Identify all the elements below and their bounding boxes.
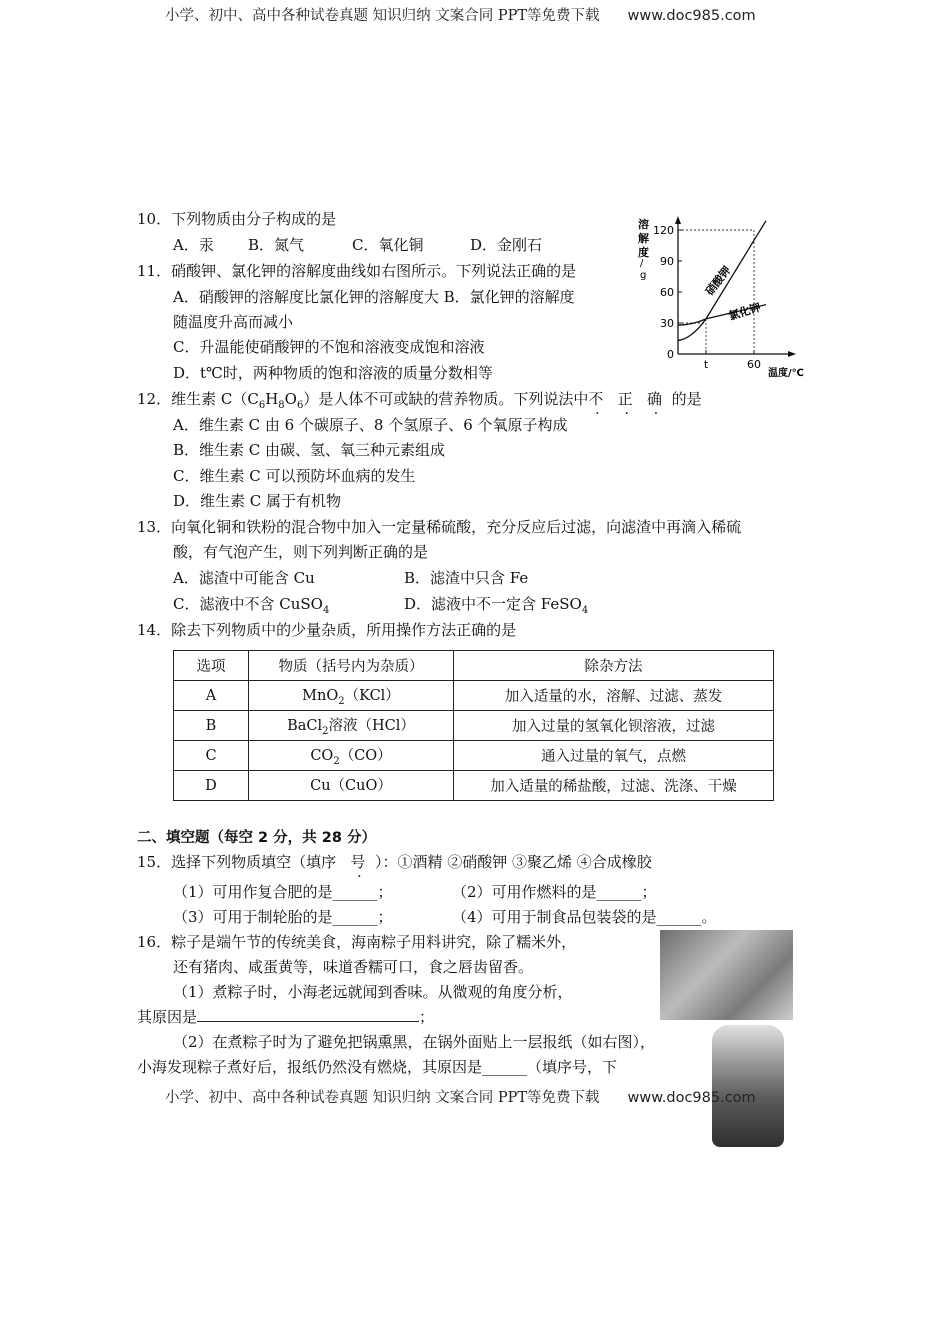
q15-emph: 号 xyxy=(350,853,366,871)
q12-sub-o: 6 xyxy=(296,400,304,411)
table-cell-option: C xyxy=(174,741,249,771)
y-axis-arrow xyxy=(675,216,681,224)
section-title-fill-in: 二、填空题（每空 2 分，共 28 分） xyxy=(137,830,376,846)
table-header-cell: 选项 xyxy=(174,651,249,681)
table-cell-substance xyxy=(249,681,454,711)
table-header-cell: 除杂方法 xyxy=(454,651,774,681)
y-label-char1: 溶 xyxy=(638,218,649,231)
q16-line2: 还有猪肉、咸蛋黄等，味道香糯可口，食之唇齿留香。 xyxy=(173,958,534,976)
substance-impurity: （KCl） xyxy=(344,688,400,705)
q10-option-a: A．汞 xyxy=(173,236,214,254)
y-label-slash: / xyxy=(640,258,644,269)
y-tick-label: 30 xyxy=(660,317,674,330)
q16-line4-post: ； xyxy=(419,1008,435,1026)
y-label-unit: g xyxy=(640,270,647,281)
table-cell-method: 加入适量的稀盐酸，过滤、洗涤、干燥 xyxy=(454,771,774,801)
q12-emph-3: 确 xyxy=(647,390,663,408)
q15-part1: （1）可用作复合肥的是______； xyxy=(173,883,393,901)
header-text: 小学、初中、高中各种试卷真题 知识归纳 文案合同 PPT等免费下载 xyxy=(165,8,600,24)
q11-option-c: C．升温能使硝酸钾的不饱和溶液变成饱和溶液 xyxy=(173,338,485,356)
q12-o: O xyxy=(284,390,297,408)
header-banner xyxy=(165,4,756,25)
q15-stem-pre: 15．选择下列物质填空（填序 xyxy=(137,853,337,871)
q13-option-c xyxy=(173,593,329,616)
q16-line4 xyxy=(137,1006,434,1027)
q11-option-ab: A．硝酸钾的溶解度比氯化钾的溶解度大 B．氯化钾的溶解度 xyxy=(173,288,575,306)
solubility-chart xyxy=(636,214,816,384)
substance-impurity: （CO） xyxy=(339,748,392,765)
q13-option-d xyxy=(404,593,588,616)
table-row xyxy=(174,741,774,771)
q16-line6: 小海发现粽子煮好后，报纸仍然没有燃烧，其原因是______（填序号，下 xyxy=(137,1058,618,1076)
q11-option-d: D．t℃时，两种物质的饱和溶液的质量分数相等 xyxy=(173,364,493,382)
x-axis-label: 温度/℃ xyxy=(768,368,804,379)
y-tick-label: 90 xyxy=(660,255,674,268)
table-header-cell: 物质（括号内为杂质） xyxy=(249,651,454,681)
q13-option-c-text: C．滤液中不含 CuSO xyxy=(173,595,323,613)
q16-line3: （1）煮粽子时，小海老远就闻到香味。从微观的角度分析， xyxy=(173,983,573,1001)
zongzi-photo xyxy=(660,930,793,1020)
q12-h: H xyxy=(265,390,279,408)
q16-line5: （2）在煮粽子时为了避免把锅熏黑，在锅外面贴上一层报纸（如右图）， xyxy=(173,1033,656,1051)
table-cell-method: 通入过量的氧气，点燃 xyxy=(454,741,774,771)
y-tick-label: 120 xyxy=(653,224,674,237)
q12-option-d: D．维生素 C 属于有机物 xyxy=(173,492,342,510)
q13-option-b: B．滤渣中只含 Fe xyxy=(404,569,529,587)
substance-text: CO xyxy=(310,748,334,765)
q10-option-b: B．氮气 xyxy=(248,236,305,254)
footer-url[interactable]: www.doc985.com xyxy=(627,1090,756,1106)
q13-stem-line2: 酸，有气泡产生，则下列判断正确的是 xyxy=(173,543,429,561)
substance-text: Cu（CuO） xyxy=(310,778,392,795)
table-row xyxy=(174,771,774,801)
y-label-char3: 度 xyxy=(638,246,649,259)
x-tick-label: t xyxy=(703,358,709,371)
table-row xyxy=(174,681,774,711)
table-cell-option: B xyxy=(174,711,249,741)
q16-answer-blank xyxy=(197,1007,419,1022)
substance-impurity: 溶液（HCl） xyxy=(328,718,415,735)
q10-option-c: C．氧化铜 xyxy=(352,236,424,254)
footer-text: 小学、初中、高中各种试卷真题 知识归纳 文案合同 PPT等免费下载 xyxy=(165,1090,600,1106)
q12-stem-pre: 12．维生素 C（C xyxy=(137,390,259,408)
y-label-char2: 解 xyxy=(638,232,649,245)
q12-sub-h: 8 xyxy=(278,400,285,411)
q12-emph-1: 不 xyxy=(588,390,604,408)
y-tick-label: 60 xyxy=(660,286,674,299)
substance-sub: 2 xyxy=(333,755,340,767)
x-ticks xyxy=(704,350,761,371)
q14-table xyxy=(173,650,774,801)
q16-line1: 16．粽子是端午节的传统美食，海南粽子用料讲究，除了糯米外， xyxy=(137,933,577,951)
q12-option-b: B．维生素 C 由碳、氢、氧三种元素组成 xyxy=(173,441,446,459)
q11-option-b-cont: 随温度升高而减小 xyxy=(173,313,294,331)
q12-option-a: A．维生素 C 由 6 个碳原子、8 个氢原子、6 个氧原子构成 xyxy=(173,416,568,434)
table-cell-substance xyxy=(249,711,454,741)
q13-stem-line1: 13．向氧化铜和铁粉的混合物中加入一定量稀硫酸，充分反应后过滤，向滤渣中再滴入稀硫 xyxy=(137,518,742,536)
table-header-row xyxy=(174,651,774,681)
q10-option-d: D．金刚石 xyxy=(470,236,543,254)
q14-stem: 14．除去下列物质中的少量杂质，所用操作方法正确的是 xyxy=(137,621,517,639)
x-axis-arrow xyxy=(788,351,796,357)
series-kcl-label: 氯化钾 xyxy=(727,300,763,323)
table-cell-option: D xyxy=(174,771,249,801)
q16-line4-pre: 其原因是 xyxy=(137,1008,198,1026)
table-cell-substance xyxy=(249,741,454,771)
substance-sub: 2 xyxy=(322,725,329,737)
q13-option-d-text: D．滤液中不一定含 FeSO xyxy=(404,595,582,613)
table-cell-substance xyxy=(249,771,454,801)
q13-option-c-sub: 4 xyxy=(322,605,330,616)
series-kno3-label: 硝酸钾 xyxy=(703,263,734,298)
q13-option-a: A．滤渣中可能含 Cu xyxy=(173,569,315,587)
q15-stem xyxy=(137,851,652,872)
y-tick-label: 0 xyxy=(667,348,674,361)
q13-option-d-sub: 4 xyxy=(581,605,589,616)
table-row xyxy=(174,711,774,741)
q12-option-c: C．维生素 C 可以预防坏血病的发生 xyxy=(173,467,416,485)
q15-part2: （2）可用作燃料的是______； xyxy=(452,883,657,901)
q12-stem-post: ）是人体不可或缺的营养物质。下列说法中 xyxy=(303,390,589,408)
q10-stem: 10．下列物质由分子构成的是 xyxy=(137,210,337,228)
substance-text: BaCl xyxy=(287,718,323,735)
q15-part3: （3）可用于制轮胎的是______； xyxy=(173,908,393,926)
footer-banner xyxy=(165,1086,756,1107)
q12-stem xyxy=(137,388,702,411)
q12-emph-2: 正 xyxy=(617,390,633,408)
table-cell-option: A xyxy=(174,681,249,711)
q12-sub-c: 6 xyxy=(258,400,266,411)
substance-text: MnO xyxy=(302,688,339,705)
q11-stem: 11．硝酸钾、氯化钾的溶解度曲线如右图所示。下列说法正确的是 xyxy=(137,262,577,280)
x-tick-label: 60 xyxy=(747,358,761,371)
q15-stem-post: ）：①酒精 ②硝酸钾 ③聚乙烯 ④合成橡胶 xyxy=(374,853,652,871)
header-url[interactable]: www.doc985.com xyxy=(627,8,756,24)
table-cell-method: 加入适量的水，溶解、过滤、蒸发 xyxy=(454,681,774,711)
q15-part4: （4）可用于制食品包装袋的是______。 xyxy=(452,908,717,926)
table-cell-method: 加入过量的氢氧化钡溶液，过滤 xyxy=(454,711,774,741)
q12-tail: 的是 xyxy=(671,390,702,408)
substance-sub: 2 xyxy=(338,695,345,707)
